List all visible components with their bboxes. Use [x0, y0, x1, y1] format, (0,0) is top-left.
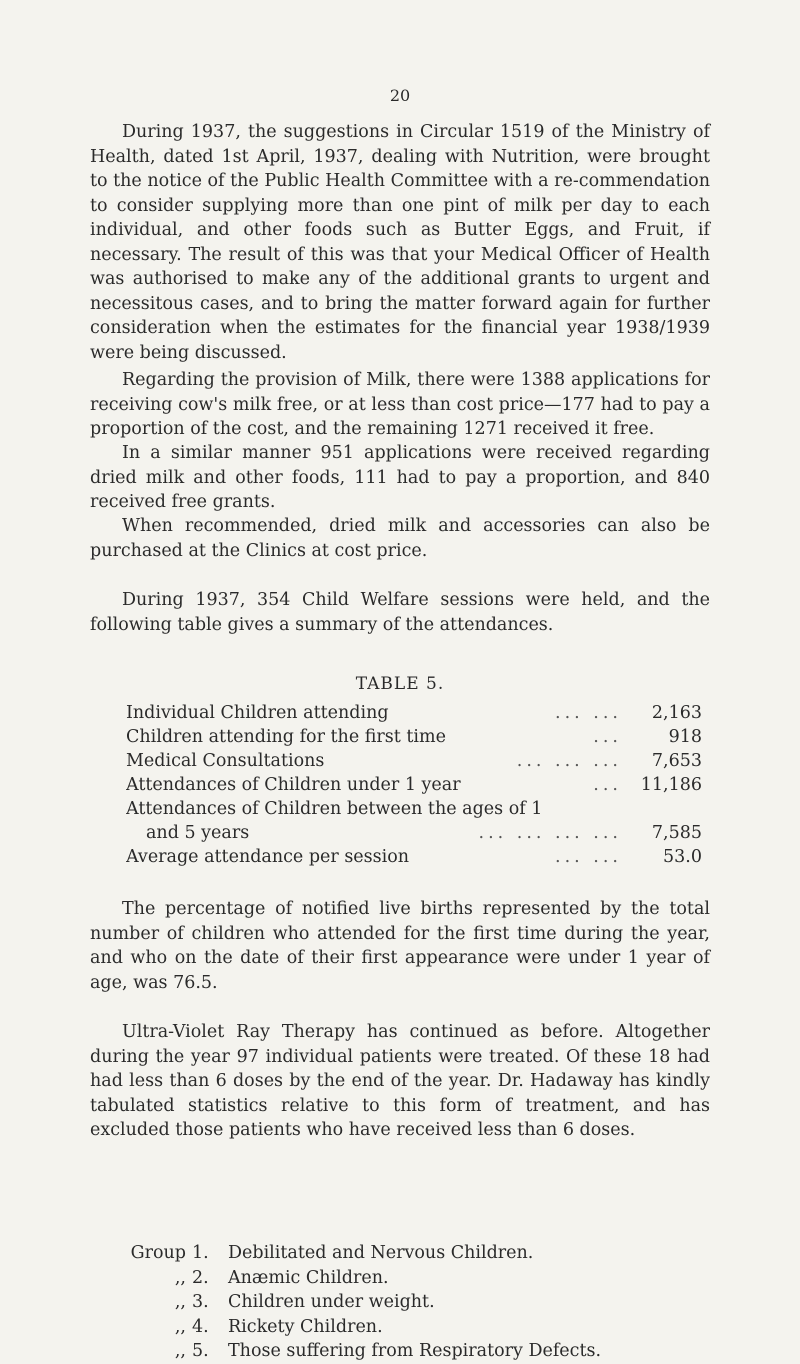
group-number: 2.	[192, 1267, 209, 1288]
table-row	[126, 821, 702, 845]
list-item	[128, 1266, 601, 1291]
group-prefix: Group	[130, 1243, 186, 1263]
group-prefix: ,,	[174, 1267, 186, 1288]
group-number: 3.	[192, 1292, 209, 1312]
group-number: 1.	[192, 1243, 209, 1263]
row-label: Children attending for the first time	[126, 727, 446, 747]
group-list	[128, 1241, 601, 1364]
page-number: 20	[389, 86, 411, 105]
group-prefix: ,,	[174, 1341, 186, 1361]
paragraph-milk-provision: Regarding the provision of Milk, there were 1388 applications for receiving cow's milk free, or at less than cost price—177 had to pay a proportion of the cost, and the remaining 1271 received it free.	[90, 370, 710, 439]
row-value: 918	[668, 727, 702, 747]
row-value: 2,163	[651, 703, 702, 723]
list-item	[128, 1315, 601, 1340]
group-prefix: ,,	[174, 1292, 186, 1312]
row-label: Attendances of Children between the ages of 1	[126, 799, 543, 819]
paragraph-welfare-sessions: During 1937, 354 Child Welfare sessions were held, and the following table gives a summary of the attendances.	[90, 590, 710, 635]
table-row	[126, 845, 702, 869]
paragraph-dried-milk: In a similar manner 951 applications were received regarding dried milk and other foods, 111 had to pay a proportion, and 840 received free grants.	[90, 443, 710, 512]
paragraph-ultra-violet: Ultra-Violet Ray Therapy has continued as before. Altogether during the year 97 individual patients were treated. Of these 18 had had less than 6 doses by the end of the year. Dr. Hadaway has kindly tabulated statistics relative to this form of treatment, and has excluded those patients who have received less than 6 doses.	[90, 1022, 710, 1140]
leader-dots: ... ...	[555, 847, 622, 867]
list-item	[128, 1339, 601, 1364]
group-description: Those suffering from Respiratory Defects.	[228, 1341, 602, 1361]
row-label: Attendances of Children under 1 year	[126, 775, 461, 795]
group-description: Anæmic Children.	[228, 1267, 389, 1288]
leader-dots: ...	[593, 775, 622, 795]
paragraph-nutrition-circular: During 1937, the suggestions in Circular 1519 of the Ministry of Health, dated 1st April, 1937, dealing with Nutrition, were brought to the notice of the Public Health Committee with a re-commendation to consider supplying more than one pint of milk per day to each individual, and other foods such as Butter Eggs, and Fruit, if necessary. The result of this was that your Medical Officer of Health was authorised to make any of the additional grants to urgent and necessitous cases, and to bring the matter forward again for further consideration when the estimates for the financial year 1938/1939 were being discussed.	[90, 122, 710, 363]
table-title: TABLE 5.	[355, 674, 445, 694]
table-row	[126, 749, 702, 773]
row-label: Medical Consultations	[126, 751, 325, 771]
paragraph-clinic-purchase: When recommended, dried milk and accessories can also be purchased at the Clinics at cost price.	[90, 516, 710, 561]
row-label: Average attendance per session	[126, 847, 410, 867]
table-row	[126, 725, 702, 749]
paragraph-percentage: The percentage of notified live births represented by the total number of children who attended for the first time during the year, and who on the date of their first appearance were under 1 year of age, was 76.5.	[90, 899, 710, 993]
row-label: Individual Children attending	[126, 703, 389, 723]
list-item	[128, 1290, 601, 1315]
leader-dots: ... ... ...	[516, 751, 622, 771]
group-description: Children under weight.	[228, 1292, 435, 1312]
group-description: Rickety Children.	[228, 1316, 383, 1337]
group-description: Debilitated and Nervous Children.	[228, 1243, 534, 1263]
group-number: 4.	[192, 1316, 209, 1337]
attendance-table	[126, 701, 702, 869]
leader-dots: ... ... ... ...	[478, 823, 622, 843]
row-label: and 5 years	[146, 823, 250, 843]
row-value: 7,585	[651, 823, 702, 843]
row-value: 7,653	[651, 751, 702, 771]
table-row	[126, 701, 702, 725]
table-row	[126, 773, 702, 797]
row-value: 11,186	[640, 775, 702, 795]
leader-dots: ...	[593, 727, 622, 747]
group-number: 5.	[192, 1341, 209, 1361]
group-prefix: ,,	[174, 1316, 186, 1337]
table-row	[126, 797, 702, 821]
leader-dots: ... ...	[555, 703, 622, 723]
list-item	[128, 1241, 601, 1266]
row-value: 53.0	[663, 847, 702, 867]
